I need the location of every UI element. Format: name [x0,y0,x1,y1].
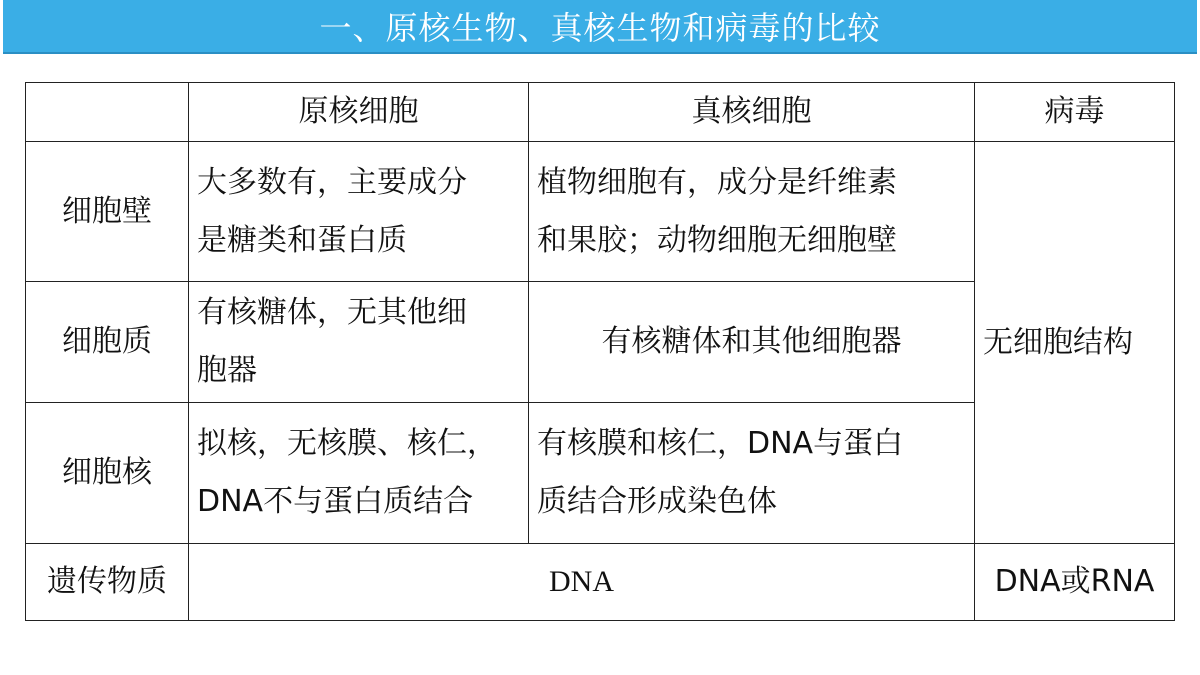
comparison-table [25,82,1175,621]
text-line: DNA不与蛋白质结合 [197,484,474,519]
cell-wall-eukaryote [529,142,975,282]
text-line: 有核糖体，无其他细 [197,295,467,330]
row-label-genetic-material: 遗传物质 [26,544,189,621]
header-prokaryote: 原核细胞 [189,83,529,142]
title-banner [3,0,1197,54]
row-genetic-material [26,544,1175,621]
cytoplasm-eukaryote: 有核糖体和其他细胞器 [529,282,975,403]
text-line: 拟核，无核膜、核仁， [197,426,497,461]
row-label-nucleus: 细胞核 [26,403,189,544]
text-line: 和果胶；动物细胞无细胞壁 [537,222,897,258]
row-label-cytoplasm: 细胞质 [26,282,189,403]
genetic-material-virus: DNA或RNA [975,544,1175,621]
genetic-material-cell: DNA [189,544,975,621]
header-virus: 病毒 [975,83,1175,142]
page-title: 一、原核生物、真核生物和病毒的比较 [319,9,881,47]
text-line: 有核膜和核仁，DNA与蛋白 [537,426,904,461]
nucleus-prokaryote [189,403,529,544]
row-cell-wall [26,142,1175,282]
virus-structure-cell: 无细胞结构 [975,142,1175,544]
header-eukaryote: 真核细胞 [529,83,975,142]
text-line: 胞器 [197,353,257,388]
text-line: 大多数有，主要成分 [197,164,467,200]
row-label-cell-wall: 细胞壁 [26,142,189,282]
cytoplasm-prokaryote [189,282,529,403]
text-line: 质结合形成染色体 [537,484,777,519]
text-line: 植物细胞有，成分是纤维素 [537,164,897,200]
nucleus-eukaryote [529,403,975,544]
header-corner [26,83,189,142]
text-line: 是糖类和蛋白质 [197,222,407,258]
header-row [26,83,1175,142]
cell-wall-prokaryote [189,142,529,282]
